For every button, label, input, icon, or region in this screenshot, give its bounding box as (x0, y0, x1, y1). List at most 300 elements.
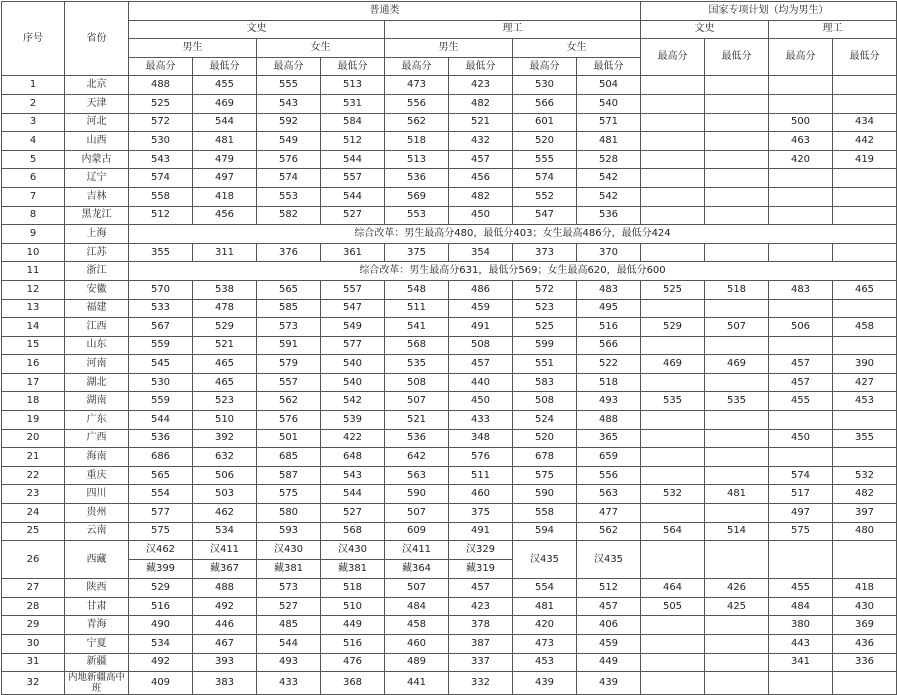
table-row (2, 579, 897, 598)
score-cell: 566 (513, 94, 577, 113)
split-score-cell (129, 541, 193, 579)
header-regular-arts: 文史 (129, 20, 385, 39)
score-cell: 574 (513, 169, 577, 188)
province-name: 安徽 (65, 280, 129, 299)
score-cell: 518 (385, 132, 449, 151)
score-cell: 406 (577, 616, 641, 635)
score-cell (705, 653, 769, 672)
score-cell (641, 429, 705, 448)
row-number: 5 (2, 150, 65, 169)
score-cell (705, 243, 769, 262)
row-number: 23 (2, 485, 65, 504)
score-cell: 510 (193, 411, 257, 430)
score-cell: 460 (385, 635, 449, 654)
score-cell: 536 (129, 429, 193, 448)
province-name: 天津 (65, 94, 129, 113)
score-cell (641, 187, 705, 206)
province-name: 内蒙古 (65, 150, 129, 169)
score-cell: 392 (193, 429, 257, 448)
score-cell: 455 (769, 392, 833, 411)
score-cell: 563 (577, 485, 641, 504)
table-row (2, 429, 897, 448)
score-cell: 486 (449, 280, 513, 299)
header-arts-female: 女生 (257, 39, 385, 58)
province-name: 山西 (65, 132, 129, 151)
score-cell: 591 (257, 336, 321, 355)
score-cell: 493 (257, 653, 321, 672)
province-name: 甘肃 (65, 597, 129, 616)
table-row (2, 392, 897, 411)
table-row (2, 76, 897, 95)
header-regular: 普通类 (129, 2, 641, 21)
score-cell: 559 (129, 336, 193, 355)
reform-note: 综合改革：男生最高分480，最低分403；女生最高486分，最低分424 (129, 225, 897, 244)
score-cell: 369 (833, 616, 897, 635)
row-number: 29 (2, 616, 65, 635)
score-cell: 463 (769, 132, 833, 151)
header-national-science: 理工 (769, 20, 897, 39)
score-cell (705, 373, 769, 392)
score-cell: 469 (705, 355, 769, 374)
score-value: 藏367 (193, 559, 256, 578)
score-cell: 汉435 (513, 541, 577, 579)
score-cell: 341 (769, 653, 833, 672)
table-row (2, 150, 897, 169)
score-cell: 585 (257, 299, 321, 318)
table-row (2, 597, 897, 616)
score-cell: 521 (193, 336, 257, 355)
score-cell (705, 132, 769, 151)
province-name: 河南 (65, 355, 129, 374)
score-cell: 541 (385, 318, 449, 337)
score-cell: 535 (385, 355, 449, 374)
score-cell (705, 150, 769, 169)
score-cell (705, 336, 769, 355)
score-cell (833, 187, 897, 206)
score-cell: 488 (193, 579, 257, 598)
score-cell: 397 (833, 504, 897, 523)
score-cell: 540 (321, 355, 385, 374)
score-value: 汉411 (209, 544, 240, 556)
score-cell: 459 (449, 299, 513, 318)
score-cell: 577 (129, 504, 193, 523)
score-cell (705, 76, 769, 95)
score-cell (705, 94, 769, 113)
score-cell (769, 187, 833, 206)
score-cell: 549 (321, 318, 385, 337)
score-cell: 484 (769, 597, 833, 616)
province-name: 四川 (65, 485, 129, 504)
score-cell: 460 (449, 485, 513, 504)
row-number: 30 (2, 635, 65, 654)
score-cell: 488 (129, 76, 193, 95)
score-cell: 473 (513, 635, 577, 654)
score-cell: 368 (321, 672, 385, 695)
score-cell: 575 (257, 485, 321, 504)
score-cell (705, 206, 769, 225)
score-cell: 506 (193, 466, 257, 485)
score-cell: 539 (321, 411, 385, 430)
score-cell: 549 (257, 132, 321, 151)
score-cell: 482 (449, 94, 513, 113)
score-cell (641, 169, 705, 188)
split-score-cell (193, 541, 257, 579)
header-min: 最低分 (449, 57, 513, 76)
split-score-cell (257, 541, 321, 579)
province-name: 湖南 (65, 392, 129, 411)
score-value: 汉430 (273, 544, 304, 556)
score-cell: 478 (193, 299, 257, 318)
score-cell (705, 448, 769, 467)
score-cell: 530 (513, 76, 577, 95)
score-cell: 440 (449, 373, 513, 392)
row-number: 15 (2, 336, 65, 355)
score-cell: 354 (449, 243, 513, 262)
score-cell: 527 (321, 504, 385, 523)
score-cell: 545 (129, 355, 193, 374)
score-cell: 565 (129, 466, 193, 485)
score-cell: 536 (577, 206, 641, 225)
score-value: 藏381 (321, 559, 384, 578)
province-name: 湖北 (65, 373, 129, 392)
score-cell: 530 (129, 373, 193, 392)
score-cell (833, 94, 897, 113)
split-score-cell (449, 541, 513, 579)
score-cell: 512 (321, 132, 385, 151)
score-cell (641, 373, 705, 392)
row-number: 20 (2, 429, 65, 448)
score-cell: 572 (129, 113, 193, 132)
score-cell (769, 411, 833, 430)
score-cell: 457 (449, 579, 513, 598)
score-cell (641, 243, 705, 262)
score-cell: 376 (257, 243, 321, 262)
header-max: 最高分 (513, 57, 577, 76)
score-cell (641, 336, 705, 355)
score-cell: 554 (129, 485, 193, 504)
score-cell: 525 (513, 318, 577, 337)
header-seq: 序号 (2, 2, 65, 76)
score-cell: 542 (321, 392, 385, 411)
province-name: 江西 (65, 318, 129, 337)
score-cell: 457 (577, 597, 641, 616)
score-cell: 544 (321, 187, 385, 206)
score-cell: 482 (449, 187, 513, 206)
score-cell: 449 (321, 616, 385, 635)
score-cell: 573 (257, 318, 321, 337)
province-name: 广西 (65, 429, 129, 448)
score-cell (833, 206, 897, 225)
row-number: 7 (2, 187, 65, 206)
score-cell: 524 (513, 411, 577, 430)
header-min: 最低分 (193, 57, 257, 76)
header-national-arts-min: 最低分 (705, 39, 769, 76)
score-cell: 505 (641, 597, 705, 616)
score-cell: 465 (193, 355, 257, 374)
score-cell: 659 (577, 448, 641, 467)
score-value: 藏399 (129, 559, 192, 578)
header-max: 最高分 (385, 57, 449, 76)
score-cell: 455 (193, 76, 257, 95)
header-min: 最低分 (321, 57, 385, 76)
province-name: 河北 (65, 113, 129, 132)
score-cell: 492 (193, 597, 257, 616)
score-cell: 497 (769, 504, 833, 523)
score-cell: 425 (705, 597, 769, 616)
row-number: 32 (2, 672, 65, 695)
table-row (2, 411, 897, 430)
score-cell (705, 466, 769, 485)
province-name: 浙江 (65, 262, 129, 281)
score-cell: 506 (769, 318, 833, 337)
score-cell: 534 (193, 522, 257, 541)
province-name: 辽宁 (65, 169, 129, 188)
score-cell: 523 (513, 299, 577, 318)
score-cell: 564 (641, 522, 705, 541)
province-name: 新疆 (65, 653, 129, 672)
score-cell: 558 (513, 504, 577, 523)
score-cell (769, 76, 833, 95)
score-cell: 582 (257, 206, 321, 225)
score-cell: 434 (833, 113, 897, 132)
table-row (2, 262, 897, 281)
score-cell: 525 (129, 94, 193, 113)
score-cell: 632 (193, 448, 257, 467)
score-cell: 378 (449, 616, 513, 635)
row-number: 24 (2, 504, 65, 523)
score-cell: 571 (577, 113, 641, 132)
score-cell: 518 (705, 280, 769, 299)
score-cell: 547 (321, 299, 385, 318)
row-number: 9 (2, 225, 65, 244)
score-cell: 521 (449, 113, 513, 132)
score-cell: 548 (385, 280, 449, 299)
table-row (2, 373, 897, 392)
score-cell: 601 (513, 113, 577, 132)
score-value: 藏381 (257, 559, 320, 578)
score-cell: 390 (833, 355, 897, 374)
score-cell: 441 (385, 672, 449, 695)
score-cell: 533 (129, 299, 193, 318)
score-cell: 529 (193, 318, 257, 337)
score-cell: 536 (385, 429, 449, 448)
score-cell (769, 94, 833, 113)
score-cell (769, 448, 833, 467)
score-cell: 355 (833, 429, 897, 448)
score-cell (641, 653, 705, 672)
score-cell (833, 76, 897, 95)
score-cell: 483 (577, 280, 641, 299)
province-name: 福建 (65, 299, 129, 318)
score-cell (705, 504, 769, 523)
score-cell: 540 (321, 373, 385, 392)
score-cell: 554 (513, 579, 577, 598)
row-number: 28 (2, 597, 65, 616)
score-cell: 552 (513, 187, 577, 206)
score-cell: 538 (193, 280, 257, 299)
score-cell: 507 (385, 579, 449, 598)
score-cell: 480 (833, 522, 897, 541)
score-cell (705, 672, 769, 695)
score-cell: 576 (257, 411, 321, 430)
score-cell (641, 466, 705, 485)
score-cell: 436 (833, 635, 897, 654)
row-number: 11 (2, 262, 65, 281)
province-name: 上海 (65, 225, 129, 244)
province-name: 江苏 (65, 243, 129, 262)
province-name: 贵州 (65, 504, 129, 523)
score-cell: 573 (257, 579, 321, 598)
score-cell: 497 (193, 169, 257, 188)
score-cell (833, 672, 897, 695)
table-row (2, 94, 897, 113)
score-cell: 459 (577, 635, 641, 654)
row-number: 26 (2, 541, 65, 579)
row-number: 18 (2, 392, 65, 411)
score-cell: 580 (257, 504, 321, 523)
score-cell: 469 (641, 355, 705, 374)
score-cell: 484 (385, 597, 449, 616)
score-cell: 535 (705, 392, 769, 411)
score-table (1, 1, 897, 695)
score-cell: 513 (321, 76, 385, 95)
score-cell: 562 (385, 113, 449, 132)
score-cell: 514 (705, 522, 769, 541)
score-cell: 348 (449, 429, 513, 448)
score-cell: 446 (193, 616, 257, 635)
row-number: 8 (2, 206, 65, 225)
score-value: 汉462 (145, 544, 176, 556)
score-cell: 508 (449, 336, 513, 355)
score-cell: 511 (449, 466, 513, 485)
score-cell: 409 (129, 672, 193, 695)
score-cell: 430 (833, 597, 897, 616)
table-row (2, 522, 897, 541)
score-cell (641, 150, 705, 169)
header-max: 最高分 (257, 57, 321, 76)
table-row (2, 448, 897, 467)
score-cell: 汉435 (577, 541, 641, 579)
score-cell (705, 411, 769, 430)
score-cell: 387 (449, 635, 513, 654)
score-cell (769, 169, 833, 188)
score-cell: 557 (257, 373, 321, 392)
score-cell (769, 206, 833, 225)
score-cell (641, 541, 705, 579)
score-cell: 553 (257, 187, 321, 206)
score-cell: 648 (321, 448, 385, 467)
score-cell: 453 (513, 653, 577, 672)
score-cell: 525 (641, 280, 705, 299)
score-cell: 501 (257, 429, 321, 448)
table-row (2, 336, 897, 355)
header-science-female: 女生 (513, 39, 641, 58)
score-cell: 518 (321, 579, 385, 598)
score-cell (769, 541, 833, 579)
score-cell: 536 (385, 169, 449, 188)
score-cell: 544 (321, 485, 385, 504)
table-row (2, 672, 897, 695)
row-number: 21 (2, 448, 65, 467)
score-cell: 453 (833, 392, 897, 411)
table-row (2, 280, 897, 299)
score-cell: 517 (769, 485, 833, 504)
score-cell: 420 (513, 616, 577, 635)
score-cell (641, 672, 705, 695)
score-cell: 365 (577, 429, 641, 448)
score-cell: 370 (577, 243, 641, 262)
score-cell: 566 (577, 336, 641, 355)
score-cell: 594 (513, 522, 577, 541)
score-cell: 529 (641, 318, 705, 337)
table-row (2, 299, 897, 318)
score-cell: 590 (513, 485, 577, 504)
score-cell: 336 (833, 653, 897, 672)
score-cell: 450 (449, 392, 513, 411)
score-cell: 568 (321, 522, 385, 541)
score-cell (641, 299, 705, 318)
score-cell (705, 169, 769, 188)
header-regular-science: 理工 (385, 20, 641, 39)
score-cell: 493 (577, 392, 641, 411)
score-cell (833, 541, 897, 579)
score-cell: 572 (513, 280, 577, 299)
table-row (2, 485, 897, 504)
score-cell: 559 (129, 392, 193, 411)
score-cell: 332 (449, 672, 513, 695)
score-cell: 458 (385, 616, 449, 635)
score-cell: 482 (833, 485, 897, 504)
score-cell (641, 448, 705, 467)
table-row (2, 635, 897, 654)
score-cell: 427 (833, 373, 897, 392)
score-cell (641, 411, 705, 430)
score-cell: 527 (321, 206, 385, 225)
score-value: 汉329 (465, 544, 496, 556)
score-cell: 423 (449, 76, 513, 95)
score-cell: 555 (513, 150, 577, 169)
score-cell: 456 (449, 169, 513, 188)
score-cell: 527 (257, 597, 321, 616)
province-name: 海南 (65, 448, 129, 467)
table-row (2, 616, 897, 635)
score-cell: 476 (321, 653, 385, 672)
score-cell: 590 (385, 485, 449, 504)
score-cell: 426 (705, 579, 769, 598)
score-cell (833, 169, 897, 188)
score-cell: 422 (321, 429, 385, 448)
score-cell: 568 (385, 336, 449, 355)
score-cell (769, 243, 833, 262)
score-cell (705, 635, 769, 654)
score-cell: 542 (577, 169, 641, 188)
score-value: 汉411 (401, 544, 432, 556)
score-cell: 529 (129, 579, 193, 598)
score-cell (705, 616, 769, 635)
score-cell: 516 (577, 318, 641, 337)
score-cell: 584 (321, 113, 385, 132)
score-cell: 575 (513, 466, 577, 485)
score-cell: 528 (577, 150, 641, 169)
header-arts-male: 男生 (129, 39, 257, 58)
score-cell: 442 (833, 132, 897, 151)
score-cell: 423 (449, 597, 513, 616)
score-cell: 481 (513, 597, 577, 616)
row-number: 6 (2, 169, 65, 188)
score-cell: 455 (769, 579, 833, 598)
score-cell: 562 (257, 392, 321, 411)
row-number: 25 (2, 522, 65, 541)
